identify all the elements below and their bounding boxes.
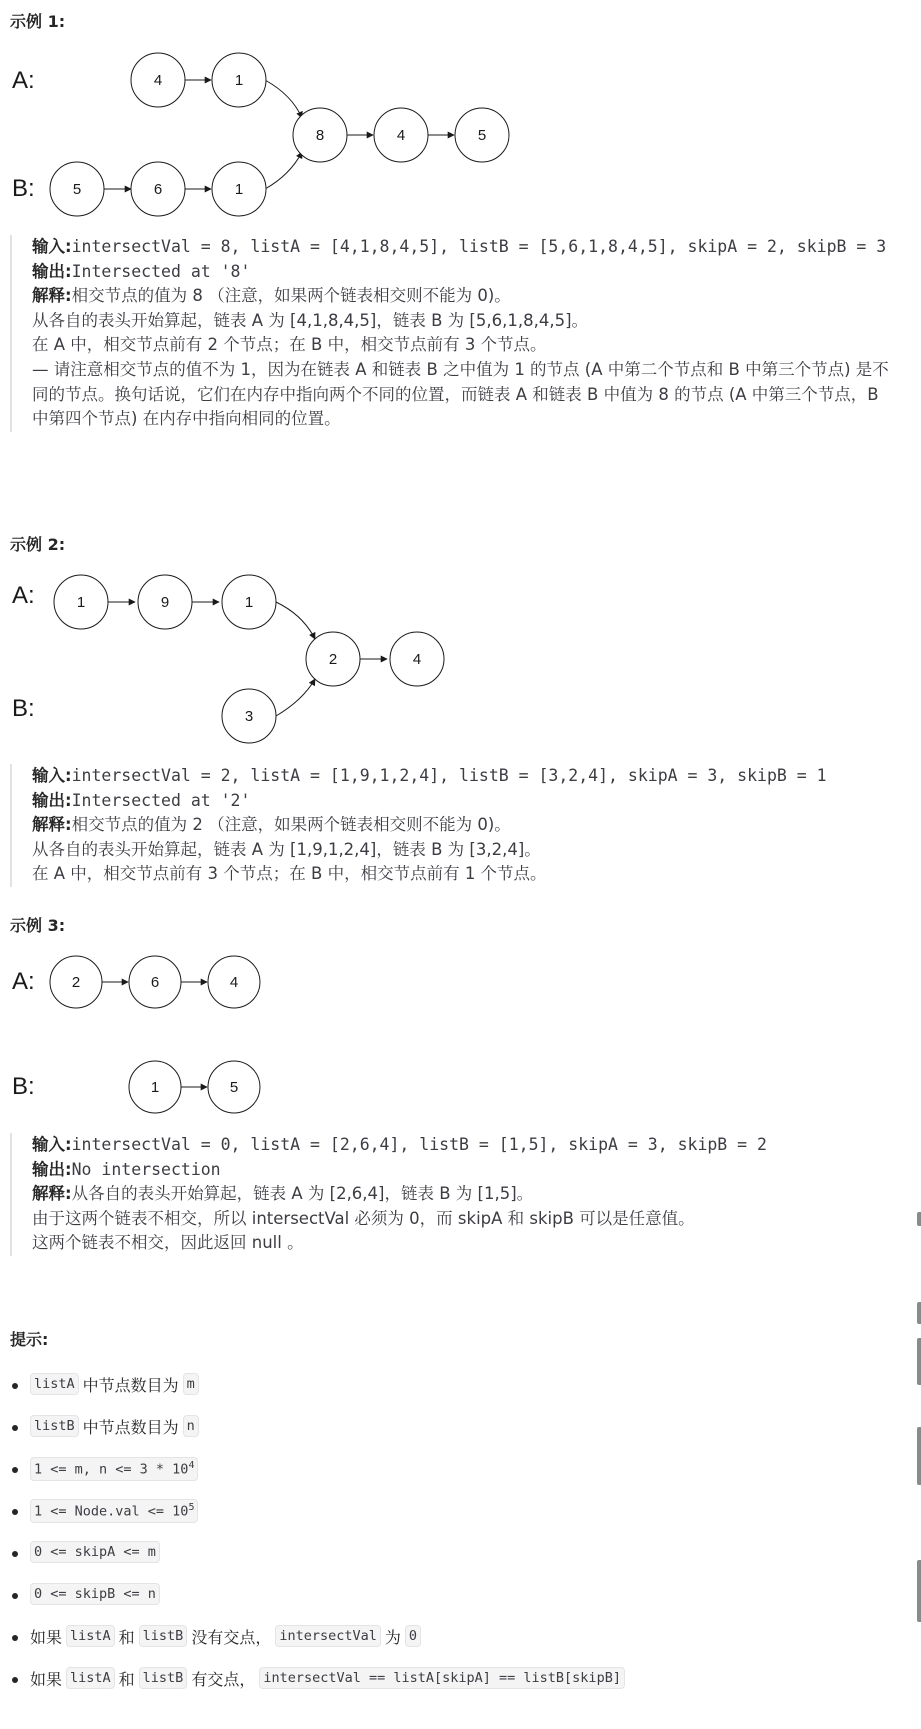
list-item: listB 中节点数目为 n: [10, 1415, 629, 1457]
output-text: Intersected at '2': [71, 790, 251, 810]
example-1-heading: 示例 1:: [10, 12, 66, 31]
svg-text:6: 6: [150, 974, 160, 991]
list-b-label: B:: [12, 695, 35, 722]
svg-text:4: 4: [229, 974, 239, 991]
input-text: intersectVal = 0, listA = [2,6,4], listB = [1,5], skipA = 3, skipB = 2: [71, 1135, 767, 1154]
list-a-label: A:: [12, 968, 35, 995]
explain-line: 这两个链表不相交，因此返回 null 。: [32, 1233, 304, 1253]
example-2-block: 输入:intersectVal = 2, listA = [1,9,1,2,4], listB = [3,2,4], skipA = 3, skipB = 1 输出:Intersected at '2' 解释:相交节点的值为 2 （注意，如果两个链表相交则不能为 0)。 从各自的表头开始算起，链表 A 为 [1,9,1,2,4]，链表 B 为 [3,2,4]。 在 A 中，相交节点前有 3 个节点；在 B 中，相交节点前有 1 个节点。: [10, 764, 890, 887]
example-1-block: 输入:intersectVal = 8, listA = [4,1,8,4,5], listB = [5,6,1,8,4,5], skipA = 2, skipB = 3 输出:Intersected at '8' 解释:相交节点的值为 8 （注意，如果两个链表相交则不能为 0)。 从各自的表头开始算起，链表 A 为 [4,1,8,4,5]，链表 B 为 [5,6,1,8,4,5]。 在 A 中，相交节点前有 2 个节点；在 B 中，相交节点前有 3 个节点。 — 请注意相交节点的值不为 1，因为在链表 A 和链表 B 之中值为 1 的节点 (A 中第二个节点和 B 中第三个节点) 是不同的节点。换句话说，它们在内存中指向两个不同的位置，而链表 A 和链表 B 中值为 8 的节点 (A 中第三个节点，B 中第四个节点) 在内存中指向相同的位置。: [10, 235, 890, 432]
node: [129, 956, 181, 1008]
node: [293, 108, 347, 162]
list-item: 如果 listA 和 listB 有交点， intersectVal == listA[skipA] == listB[skipB]: [10, 1667, 629, 1709]
svg-text:1: 1: [234, 72, 244, 89]
input-text: intersectVal = 8, listA = [4,1,8,4,5], listB = [5,6,1,8,4,5], skipA = 2, skipB = 3: [71, 237, 887, 256]
svg-text:4: 4: [153, 72, 163, 89]
scroll-marker: [917, 1427, 921, 1485]
list-a-label: A:: [12, 582, 35, 609]
node: [131, 162, 185, 216]
explain-line: 从各自的表头开始算起，链表 A 为 [4,1,8,4,5]，链表 B 为 [5,6,1,8,4,5]。: [32, 310, 589, 330]
list-item: 0 <= skipA <= m: [10, 1541, 629, 1583]
svg-text:6: 6: [153, 181, 163, 198]
explain-line: 从各自的表头开始算起，链表 A 为 [2,6,4]，链表 B 为 [1,5]。: [71, 1184, 534, 1204]
output-text: No intersection: [71, 1159, 221, 1179]
example-3-diagram: [0, 955, 300, 1120]
scroll-marker: [917, 1302, 921, 1324]
svg-text:3: 3: [244, 708, 254, 725]
node: [390, 632, 444, 686]
svg-text:2: 2: [328, 651, 338, 668]
svg-text:5: 5: [72, 181, 82, 198]
example-3-heading: 示例 3:: [10, 916, 66, 935]
svg-text:4: 4: [396, 127, 406, 144]
node: [54, 575, 108, 629]
tips-list: [10, 1373, 629, 1709]
list-item: 1 <= m, $n <= 3 * 10^4$: [10, 1457, 629, 1499]
list-b-label: B:: [12, 175, 35, 202]
explain-line: 在 A 中，相交节点前有 2 个节点；在 B 中，相交节点前有 3 个节点。: [32, 335, 547, 355]
example-2-heading: 示例 2:: [10, 535, 66, 554]
svg-text:1: 1: [76, 594, 86, 611]
scroll-marker: [917, 1212, 921, 1226]
svg-text:5: 5: [229, 1079, 239, 1096]
svg-text:8: 8: [315, 127, 325, 144]
svg-text:2: 2: [71, 974, 81, 991]
svg-text:1: 1: [234, 181, 244, 198]
node: [374, 108, 428, 162]
list-item: 1 <= Node.val <= $10^5$: [10, 1499, 629, 1541]
node: [129, 1061, 181, 1113]
scroll-marker: [917, 1338, 921, 1385]
example-3-block: 输入:intersectVal = 0, listA = [2,6,4], listB = [1,5], skipA = 3, skipB = 2 输出:No intersection 解释:从各自的表头开始算起，链表 A 为 [2,6,4]，链表 B 为 [1,5]。 由于这两个链表不相交，所以 intersectVal 必须为 0，而 skipA 和 skipB 可以是任意值。 这两个链表不相交，因此返回 null 。: [10, 1133, 890, 1256]
input-text: intersectVal = 2, listA = [1,9,1,2,4], listB = [3,2,4], skipA = 3, skipB = 1: [71, 766, 827, 785]
explain-line: — 请注意相交节点的值不为 1，因为在链表 A 和链表 B 之中值为 1 的节点 (A 中第二个节点和 B 中第三个节点) 是不同的节点。换句话说，它们在内存中指向两个不同的位置，而链表 A 和链表 B 中值为 8 的节点 (A 中第三个节点，B 中第四个节点) 在内存中指向相同的位置。: [32, 359, 889, 429]
list-a-label: A:: [12, 67, 35, 94]
node: [208, 1061, 260, 1113]
node: [138, 575, 192, 629]
svg-text:1: 1: [150, 1079, 160, 1096]
example-1-diagram: [0, 40, 520, 230]
svg-text:4: 4: [412, 651, 422, 668]
node: [212, 53, 266, 107]
explain-line: 在 A 中，相交节点前有 3 个节点；在 B 中，相交节点前有 1 个节点。: [32, 864, 547, 884]
node: [50, 162, 104, 216]
scroll-marker: [917, 1560, 921, 1622]
explain-line: 相交节点的值为 8 （注意，如果两个链表相交则不能为 0)。: [71, 286, 511, 306]
node: [208, 956, 260, 1008]
svg-text:1: 1: [244, 594, 254, 611]
node: [212, 162, 266, 216]
svg-text:9: 9: [160, 594, 170, 611]
tips-heading: 提示:: [10, 1330, 49, 1349]
output-text: Intersected at '8': [71, 261, 251, 281]
example-2-diagram: [0, 570, 460, 730]
node: [222, 689, 276, 743]
node: [131, 53, 185, 107]
explain-line: 从各自的表头开始算起，链表 A 为 [1,9,1,2,4]，链表 B 为 [3,2,4]。: [32, 839, 541, 859]
list-item: 如果 listA 和 listB 没有交点， intersectVal 为 0: [10, 1625, 629, 1667]
list-item: 0 <= skipB <= n: [10, 1583, 629, 1625]
node: [306, 632, 360, 686]
node: [50, 956, 102, 1008]
node: [222, 575, 276, 629]
explain-line: 由于这两个链表不相交，所以 intersectVal 必须为 0，而 skipA 和 skipB 可以是任意值。: [32, 1208, 695, 1228]
node: [455, 108, 509, 162]
svg-text:5: 5: [477, 127, 487, 144]
list-item: listA 中节点数目为 m: [10, 1373, 629, 1415]
list-b-label: B:: [12, 1073, 35, 1100]
explain-line: 相交节点的值为 2 （注意，如果两个链表相交则不能为 0)。: [71, 815, 511, 835]
